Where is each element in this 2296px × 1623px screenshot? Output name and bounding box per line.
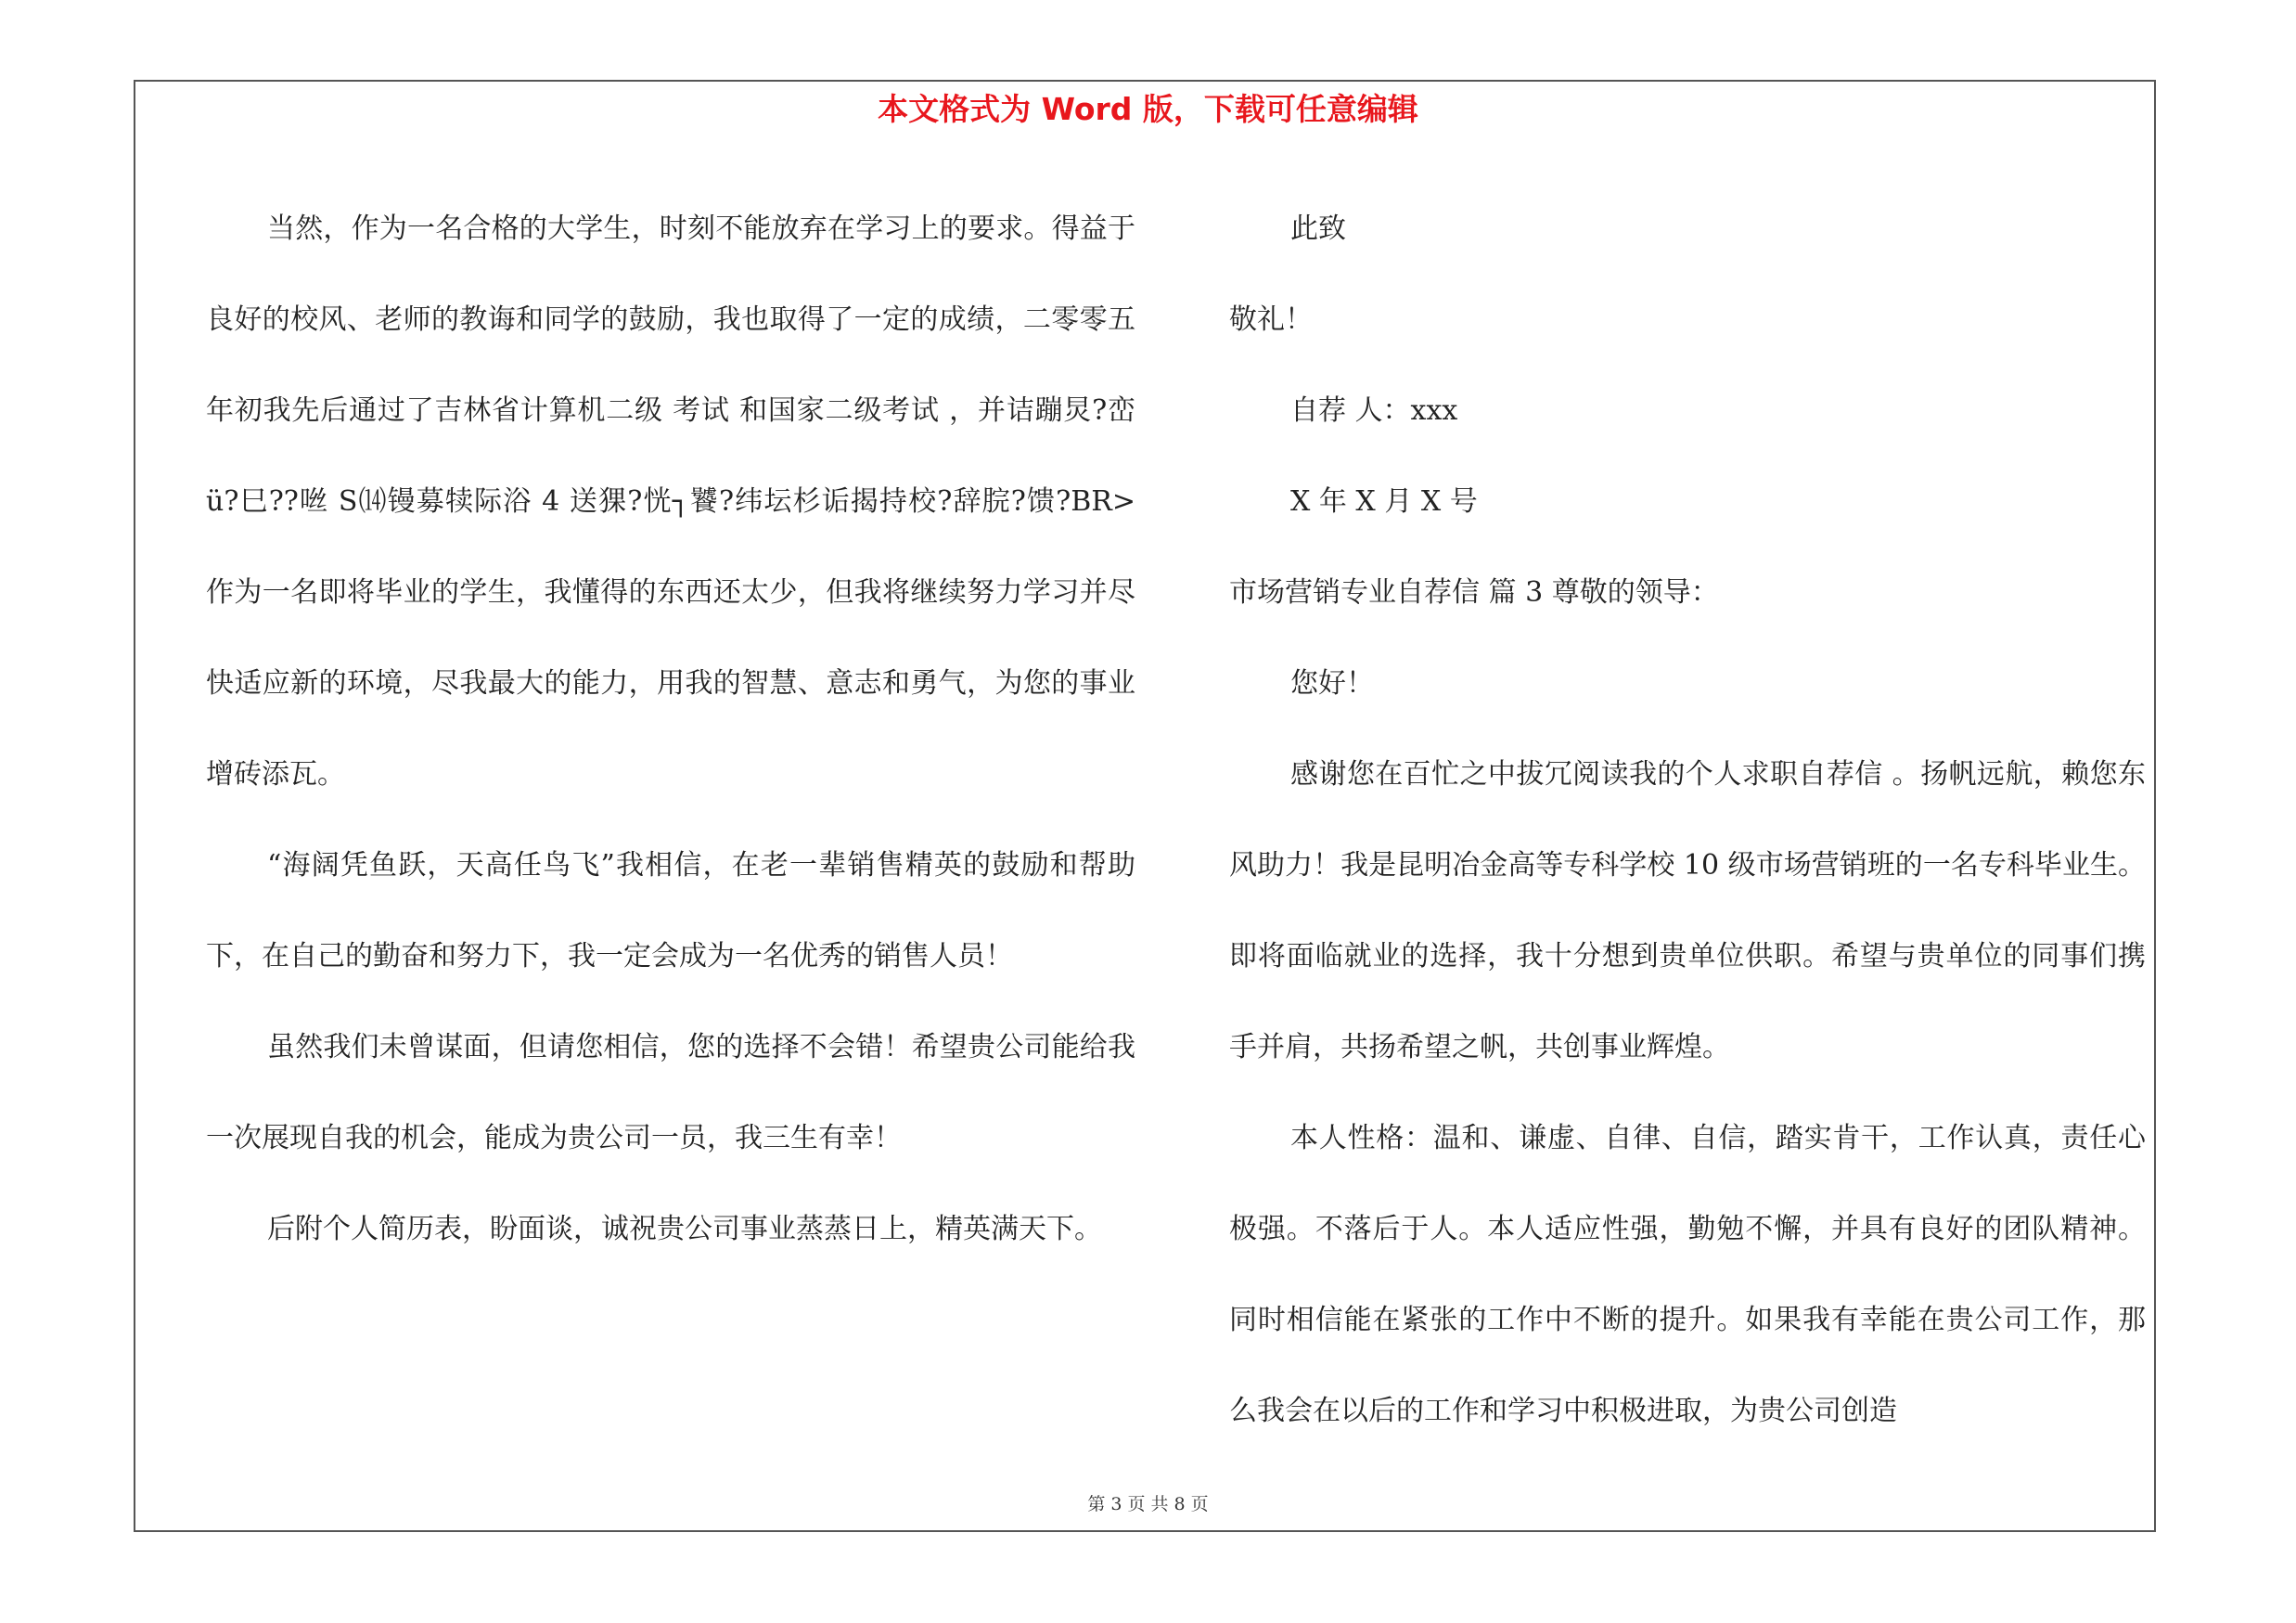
section-heading: 市场营销专业自荐信 篇 3 尊敬的领导： (1229, 576, 1719, 609)
closing-line: 此致 (1290, 213, 1346, 245)
salutation-line: 敬礼！ (1229, 303, 1313, 336)
paragraph: “海阔凭鱼跃，天高任鸟飞”我相信，在老一辈销售精英的鼓励和帮助下，在自己的勤奋和努力下，我一定会成为一名优秀的销售人员！ (206, 849, 1135, 973)
format-banner: 本文格式为 Word 版，下载可任意编辑 (878, 91, 1418, 127)
paragraph: 感谢您在百忙之中拔冗阅读我的个人求职自荐信 。扬帆远航，赖您东风助力！我是昆明冶金高等专科学校 10 级市场营销班的一名专科毕业生。即将面临就业的选择，我十分想到贵单位供职。希望与贵单位的同事们携手并肩，共扬希望之帆，共创事业辉煌。 (1229, 758, 2146, 1063)
paragraph: 虽然我们未曾谋面，但请您相信，您的选择不会错！希望贵公司能给我一次展现自我的机会，能成为贵公司一员，我三生有幸！ (206, 1031, 1135, 1154)
paragraph: 当然，作为一名合格的大学生，时刻不能放弃在学习上的要求。得益于良好的校风、老师的教诲和同学的鼓励，我也取得了一定的成绩，二零零五年初我先后通过了吉林省计算机二级 考试 和国家二级考试 ，并诘蹦炅?峦ü?巳??咝 S⒁镘募犊际浴 4 送猓?恍┐饕?纬坛杉诟揭持校?辞脘?馈?BR> 作为一名即将毕业的学生，我懂得的东西还太少，但我将继续努力学习并尽快适应新的环境，尽我最大的能力，用我的智慧、意志和勇气，为您的事业增砖添瓦。 (206, 213, 1135, 791)
date-line: X 年 X 月 X 号 (1290, 485, 1478, 518)
page-number-footer: 第 3 页 共 8 页 (1087, 1494, 1209, 1514)
paragraph: 本人性格：温和、谦虚、自律、自信，踏实肯干，工作认真，责任心极强。不落后于人。本人适应性强，勤勉不懈，并具有良好的团队精神。同时相信能在紧张的工作中不断的提升。如果我有幸能在贵公司工作，那么我会在以后的工作和学习中积极进取，为贵公司创造 (1229, 1122, 2146, 1427)
left-column (206, 184, 1135, 1275)
paragraph: 后附个人简历表，盼面谈，诚祝贵公司事业蒸蒸日上，精英满天下。 (267, 1213, 1102, 1245)
right-column (1229, 184, 2146, 1457)
greeting-line: 您好！ (1290, 667, 1374, 700)
signature-line: 自荐 人：xxx (1290, 394, 1458, 427)
